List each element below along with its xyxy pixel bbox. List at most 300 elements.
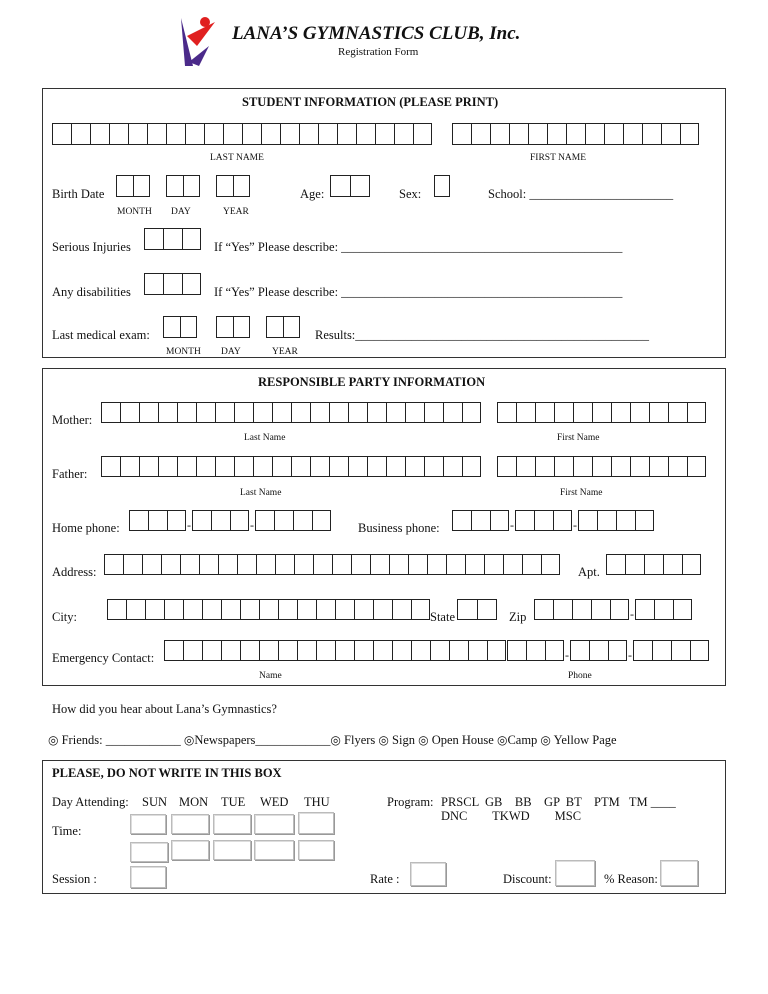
box-group[interactable]: [507, 640, 564, 661]
char-box[interactable]: [652, 640, 671, 661]
char-box[interactable]: [661, 123, 680, 145]
box-group[interactable]: [104, 554, 560, 575]
char-box[interactable]: [216, 316, 233, 338]
time-box-sun[interactable]: [130, 814, 166, 834]
results-field[interactable]: Results:_______________________________________________: [315, 328, 650, 342]
time2-box-mon[interactable]: [171, 840, 209, 860]
yellow-page-option[interactable]: ◎ Yellow Page: [540, 733, 617, 747]
char-box[interactable]: [408, 554, 427, 575]
char-box[interactable]: [348, 456, 367, 477]
open-house-option[interactable]: ◎ Open House: [418, 733, 494, 747]
reason-box[interactable]: [660, 860, 698, 886]
char-box[interactable]: [497, 456, 516, 477]
char-box[interactable]: [477, 599, 497, 620]
char-box[interactable]: [462, 456, 481, 477]
char-box[interactable]: [405, 456, 424, 477]
camp-option[interactable]: ◎Camp: [496, 733, 538, 747]
char-box[interactable]: [144, 228, 163, 250]
char-box[interactable]: [386, 456, 405, 477]
char-box[interactable]: [452, 510, 471, 531]
char-box[interactable]: [272, 456, 291, 477]
char-box[interactable]: [566, 123, 585, 145]
char-box[interactable]: [443, 402, 462, 423]
box-group[interactable]: [216, 316, 250, 338]
char-box[interactable]: [259, 599, 278, 620]
char-box[interactable]: [642, 123, 661, 145]
char-box[interactable]: [297, 599, 316, 620]
char-box[interactable]: [204, 123, 223, 145]
box-group[interactable]: [216, 175, 250, 197]
char-box[interactable]: [161, 554, 180, 575]
char-box[interactable]: [554, 456, 573, 477]
mother-first-boxes[interactable]: [497, 402, 706, 423]
char-box[interactable]: [255, 510, 274, 531]
discount-box[interactable]: [555, 860, 595, 886]
char-box[interactable]: [592, 456, 611, 477]
char-box[interactable]: [291, 456, 310, 477]
char-box[interactable]: [312, 510, 331, 531]
char-box[interactable]: [221, 640, 240, 661]
char-box[interactable]: [180, 316, 197, 338]
box-group[interactable]: [570, 640, 627, 661]
char-box[interactable]: [332, 554, 351, 575]
emergency-name-boxes[interactable]: [164, 640, 506, 661]
char-box[interactable]: [329, 402, 348, 423]
char-box[interactable]: [434, 175, 450, 197]
char-box[interactable]: [259, 640, 278, 661]
char-box[interactable]: [164, 599, 183, 620]
char-box[interactable]: [163, 316, 180, 338]
char-box[interactable]: [373, 640, 392, 661]
state-boxes[interactable]: [457, 599, 497, 620]
char-box[interactable]: [182, 273, 201, 295]
char-box[interactable]: [573, 402, 592, 423]
char-box[interactable]: [611, 402, 630, 423]
char-box[interactable]: [424, 402, 443, 423]
char-box[interactable]: [471, 123, 490, 145]
char-box[interactable]: [272, 402, 291, 423]
char-box[interactable]: [316, 599, 335, 620]
char-box[interactable]: [462, 402, 481, 423]
birth-day-boxes[interactable]: [166, 175, 200, 197]
box-group[interactable]: [633, 640, 709, 661]
box-group[interactable]: [515, 510, 572, 531]
char-box[interactable]: [216, 175, 233, 197]
char-box[interactable]: [215, 456, 234, 477]
char-box[interactable]: [221, 599, 240, 620]
char-box[interactable]: [649, 402, 668, 423]
char-box[interactable]: [142, 554, 161, 575]
char-box[interactable]: [183, 640, 202, 661]
mother-last-boxes[interactable]: [101, 402, 481, 423]
box-group[interactable]: [52, 123, 432, 145]
char-box[interactable]: [240, 640, 259, 661]
char-box[interactable]: [293, 510, 312, 531]
char-box[interactable]: [215, 402, 234, 423]
char-box[interactable]: [107, 599, 126, 620]
char-box[interactable]: [354, 599, 373, 620]
char-box[interactable]: [294, 554, 313, 575]
box-group[interactable]: [144, 273, 201, 295]
time2-box-thu[interactable]: [298, 840, 334, 860]
char-box[interactable]: [528, 123, 547, 145]
char-box[interactable]: [606, 554, 625, 575]
char-box[interactable]: [468, 640, 487, 661]
medical-year-boxes[interactable]: [266, 316, 300, 338]
box-group[interactable]: [330, 175, 370, 197]
box-group[interactable]: [107, 599, 430, 620]
injuries-boxes[interactable]: [144, 228, 201, 250]
char-box[interactable]: [313, 554, 332, 575]
birth-year-boxes[interactable]: [216, 175, 250, 197]
box-group[interactable]: [101, 402, 481, 423]
char-box[interactable]: [335, 640, 354, 661]
char-box[interactable]: [608, 640, 627, 661]
box-group[interactable]: [144, 228, 201, 250]
char-box[interactable]: [196, 456, 215, 477]
char-box[interactable]: [223, 123, 242, 145]
char-box[interactable]: [242, 123, 261, 145]
char-box[interactable]: [570, 640, 589, 661]
char-box[interactable]: [166, 123, 185, 145]
char-box[interactable]: [630, 456, 649, 477]
char-box[interactable]: [367, 456, 386, 477]
char-box[interactable]: [129, 510, 148, 531]
char-box[interactable]: [230, 510, 249, 531]
char-box[interactable]: [52, 123, 71, 145]
char-box[interactable]: [649, 456, 668, 477]
time2-box-tue[interactable]: [213, 840, 251, 860]
rate-box[interactable]: [410, 862, 446, 886]
char-box[interactable]: [202, 640, 221, 661]
char-box[interactable]: [516, 402, 535, 423]
char-box[interactable]: [411, 640, 430, 661]
char-box[interactable]: [446, 554, 465, 575]
char-box[interactable]: [163, 273, 182, 295]
char-box[interactable]: [682, 554, 701, 575]
char-box[interactable]: [663, 554, 682, 575]
friends-option[interactable]: ◎ Friends: ____________: [48, 733, 181, 747]
time2-box-sun[interactable]: [130, 842, 168, 862]
char-box[interactable]: [329, 456, 348, 477]
char-box[interactable]: [256, 554, 275, 575]
char-box[interactable]: [126, 599, 145, 620]
char-box[interactable]: [180, 554, 199, 575]
char-box[interactable]: [654, 599, 673, 620]
char-box[interactable]: [535, 456, 554, 477]
char-box[interactable]: [680, 123, 699, 145]
char-box[interactable]: [625, 554, 644, 575]
char-box[interactable]: [443, 456, 462, 477]
char-box[interactable]: [133, 175, 150, 197]
char-box[interactable]: [633, 640, 652, 661]
char-box[interactable]: [283, 316, 300, 338]
char-box[interactable]: [630, 402, 649, 423]
last-name-boxes[interactable]: [52, 123, 432, 145]
char-box[interactable]: [553, 599, 572, 620]
box-group[interactable]: [129, 510, 186, 531]
char-box[interactable]: [234, 456, 253, 477]
char-box[interactable]: [471, 510, 490, 531]
session-box[interactable]: [130, 866, 166, 888]
char-box[interactable]: [348, 402, 367, 423]
box-group[interactable]: [635, 599, 692, 620]
char-box[interactable]: [534, 599, 553, 620]
char-box[interactable]: [104, 554, 123, 575]
char-box[interactable]: [424, 456, 443, 477]
flyers-option[interactable]: ◎ Flyers: [330, 733, 376, 747]
char-box[interactable]: [497, 402, 516, 423]
box-group[interactable]: [452, 510, 509, 531]
medical-month-boxes[interactable]: [163, 316, 197, 338]
char-box[interactable]: [604, 123, 623, 145]
char-box[interactable]: [335, 599, 354, 620]
char-box[interactable]: [330, 175, 350, 197]
char-box[interactable]: [585, 123, 604, 145]
char-box[interactable]: [280, 123, 299, 145]
char-box[interactable]: [354, 640, 373, 661]
char-box[interactable]: [234, 402, 253, 423]
char-box[interactable]: [183, 599, 202, 620]
char-box[interactable]: [547, 123, 566, 145]
char-box[interactable]: [278, 599, 297, 620]
box-group[interactable]: [164, 640, 506, 661]
char-box[interactable]: [535, 402, 554, 423]
char-box[interactable]: [413, 123, 432, 145]
char-box[interactable]: [635, 599, 654, 620]
time-box-tue[interactable]: [213, 814, 251, 834]
char-box[interactable]: [147, 123, 166, 145]
char-box[interactable]: [167, 510, 186, 531]
char-box[interactable]: [509, 123, 528, 145]
char-box[interactable]: [427, 554, 446, 575]
birth-month-boxes[interactable]: [116, 175, 150, 197]
char-box[interactable]: [668, 402, 687, 423]
apt-boxes[interactable]: [606, 554, 701, 575]
char-box[interactable]: [101, 402, 120, 423]
char-box[interactable]: [218, 554, 237, 575]
box-group[interactable]: [163, 316, 197, 338]
char-box[interactable]: [123, 554, 142, 575]
char-box[interactable]: [430, 640, 449, 661]
char-box[interactable]: [589, 640, 608, 661]
box-group[interactable]: [192, 510, 249, 531]
char-box[interactable]: [109, 123, 128, 145]
char-box[interactable]: [139, 402, 158, 423]
address-boxes[interactable]: [104, 554, 560, 575]
char-box[interactable]: [116, 175, 133, 197]
char-box[interactable]: [534, 510, 553, 531]
char-box[interactable]: [591, 599, 610, 620]
newspapers-option[interactable]: ◎Newspapers____________: [183, 733, 331, 747]
char-box[interactable]: [253, 402, 272, 423]
char-box[interactable]: [687, 402, 706, 423]
char-box[interactable]: [120, 402, 139, 423]
char-box[interactable]: [139, 456, 158, 477]
char-box[interactable]: [490, 510, 509, 531]
char-box[interactable]: [120, 456, 139, 477]
char-box[interactable]: [196, 402, 215, 423]
emergency-phone-boxes[interactable]: [507, 640, 709, 661]
char-box[interactable]: [163, 228, 182, 250]
char-box[interactable]: [572, 599, 591, 620]
char-box[interactable]: [177, 456, 196, 477]
char-box[interactable]: [690, 640, 709, 661]
char-box[interactable]: [668, 456, 687, 477]
char-box[interactable]: [673, 599, 692, 620]
business-phone-boxes[interactable]: [452, 510, 654, 531]
box-group[interactable]: [166, 175, 200, 197]
char-box[interactable]: [148, 510, 167, 531]
father-first-boxes[interactable]: [497, 456, 706, 477]
char-box[interactable]: [299, 123, 318, 145]
char-box[interactable]: [516, 456, 535, 477]
char-box[interactable]: [623, 123, 642, 145]
char-box[interactable]: [356, 123, 375, 145]
char-box[interactable]: [192, 510, 211, 531]
age-boxes[interactable]: [330, 175, 370, 197]
char-box[interactable]: [554, 402, 573, 423]
time-box-wed[interactable]: [254, 814, 294, 834]
char-box[interactable]: [373, 599, 392, 620]
char-box[interactable]: [375, 123, 394, 145]
char-box[interactable]: [211, 510, 230, 531]
char-box[interactable]: [389, 554, 408, 575]
box-group[interactable]: [534, 599, 629, 620]
char-box[interactable]: [370, 554, 389, 575]
char-box[interactable]: [128, 123, 147, 145]
char-box[interactable]: [507, 640, 526, 661]
box-group[interactable]: [434, 175, 450, 197]
medical-day-boxes[interactable]: [216, 316, 250, 338]
char-box[interactable]: [405, 402, 424, 423]
char-box[interactable]: [144, 273, 163, 295]
sign-option[interactable]: ◎ Sign: [378, 733, 415, 747]
char-box[interactable]: [616, 510, 635, 531]
char-box[interactable]: [310, 402, 329, 423]
char-box[interactable]: [145, 599, 164, 620]
zip-boxes[interactable]: [534, 599, 692, 620]
disabilities-boxes[interactable]: [144, 273, 201, 295]
char-box[interactable]: [310, 456, 329, 477]
char-box[interactable]: [266, 316, 283, 338]
char-box[interactable]: [233, 175, 250, 197]
char-box[interactable]: [394, 123, 413, 145]
char-box[interactable]: [158, 456, 177, 477]
sex-box[interactable]: [434, 175, 450, 197]
time2-box-wed[interactable]: [254, 840, 294, 860]
char-box[interactable]: [278, 640, 297, 661]
char-box[interactable]: [337, 123, 356, 145]
char-box[interactable]: [503, 554, 522, 575]
char-box[interactable]: [687, 456, 706, 477]
char-box[interactable]: [164, 640, 183, 661]
box-group[interactable]: [101, 456, 481, 477]
char-box[interactable]: [644, 554, 663, 575]
box-group[interactable]: [578, 510, 654, 531]
char-box[interactable]: [199, 554, 218, 575]
char-box[interactable]: [101, 456, 120, 477]
char-box[interactable]: [597, 510, 616, 531]
char-box[interactable]: [367, 402, 386, 423]
char-box[interactable]: [275, 554, 294, 575]
char-box[interactable]: [261, 123, 280, 145]
school-field[interactable]: School: _______________________: [488, 187, 674, 201]
char-box[interactable]: [411, 599, 430, 620]
injuries-describe-field[interactable]: If “Yes” Please describe: _____________________________________________: [214, 240, 623, 254]
box-group[interactable]: [255, 510, 331, 531]
char-box[interactable]: [253, 456, 272, 477]
box-group[interactable]: [457, 599, 497, 620]
char-box[interactable]: [610, 599, 629, 620]
char-box[interactable]: [240, 599, 259, 620]
char-box[interactable]: [487, 640, 506, 661]
char-box[interactable]: [351, 554, 370, 575]
char-box[interactable]: [490, 123, 509, 145]
char-box[interactable]: [183, 175, 200, 197]
char-box[interactable]: [177, 402, 196, 423]
char-box[interactable]: [316, 640, 335, 661]
father-last-boxes[interactable]: [101, 456, 481, 477]
char-box[interactable]: [578, 510, 597, 531]
char-box[interactable]: [233, 316, 250, 338]
char-box[interactable]: [573, 456, 592, 477]
box-group[interactable]: [606, 554, 701, 575]
char-box[interactable]: [592, 402, 611, 423]
char-box[interactable]: [274, 510, 293, 531]
char-box[interactable]: [297, 640, 316, 661]
char-box[interactable]: [541, 554, 560, 575]
char-box[interactable]: [553, 510, 572, 531]
char-box[interactable]: [318, 123, 337, 145]
box-group[interactable]: [497, 456, 706, 477]
char-box[interactable]: [185, 123, 204, 145]
box-group[interactable]: [266, 316, 300, 338]
char-box[interactable]: [515, 510, 534, 531]
char-box[interactable]: [457, 599, 477, 620]
char-box[interactable]: [465, 554, 484, 575]
char-box[interactable]: [611, 456, 630, 477]
char-box[interactable]: [166, 175, 183, 197]
char-box[interactable]: [522, 554, 541, 575]
char-box[interactable]: [452, 123, 471, 145]
disabilities-describe-field[interactable]: If “Yes” Please describe: _____________________________________________: [214, 285, 623, 299]
home-phone-boxes[interactable]: [129, 510, 331, 531]
char-box[interactable]: [484, 554, 503, 575]
char-box[interactable]: [671, 640, 690, 661]
char-box[interactable]: [291, 402, 310, 423]
box-group[interactable]: [452, 123, 699, 145]
time-box-mon[interactable]: [171, 814, 209, 834]
time-box-thu[interactable]: [298, 812, 334, 834]
char-box[interactable]: [545, 640, 564, 661]
char-box[interactable]: [90, 123, 109, 145]
char-box[interactable]: [386, 402, 405, 423]
first-name-boxes[interactable]: [452, 123, 699, 145]
city-boxes[interactable]: [107, 599, 430, 620]
char-box[interactable]: [71, 123, 90, 145]
char-box[interactable]: [635, 510, 654, 531]
char-box[interactable]: [202, 599, 221, 620]
char-box[interactable]: [449, 640, 468, 661]
char-box[interactable]: [392, 599, 411, 620]
char-box[interactable]: [392, 640, 411, 661]
char-box[interactable]: [158, 402, 177, 423]
box-group[interactable]: [116, 175, 150, 197]
char-box[interactable]: [182, 228, 201, 250]
box-group[interactable]: [497, 402, 706, 423]
char-box[interactable]: [526, 640, 545, 661]
